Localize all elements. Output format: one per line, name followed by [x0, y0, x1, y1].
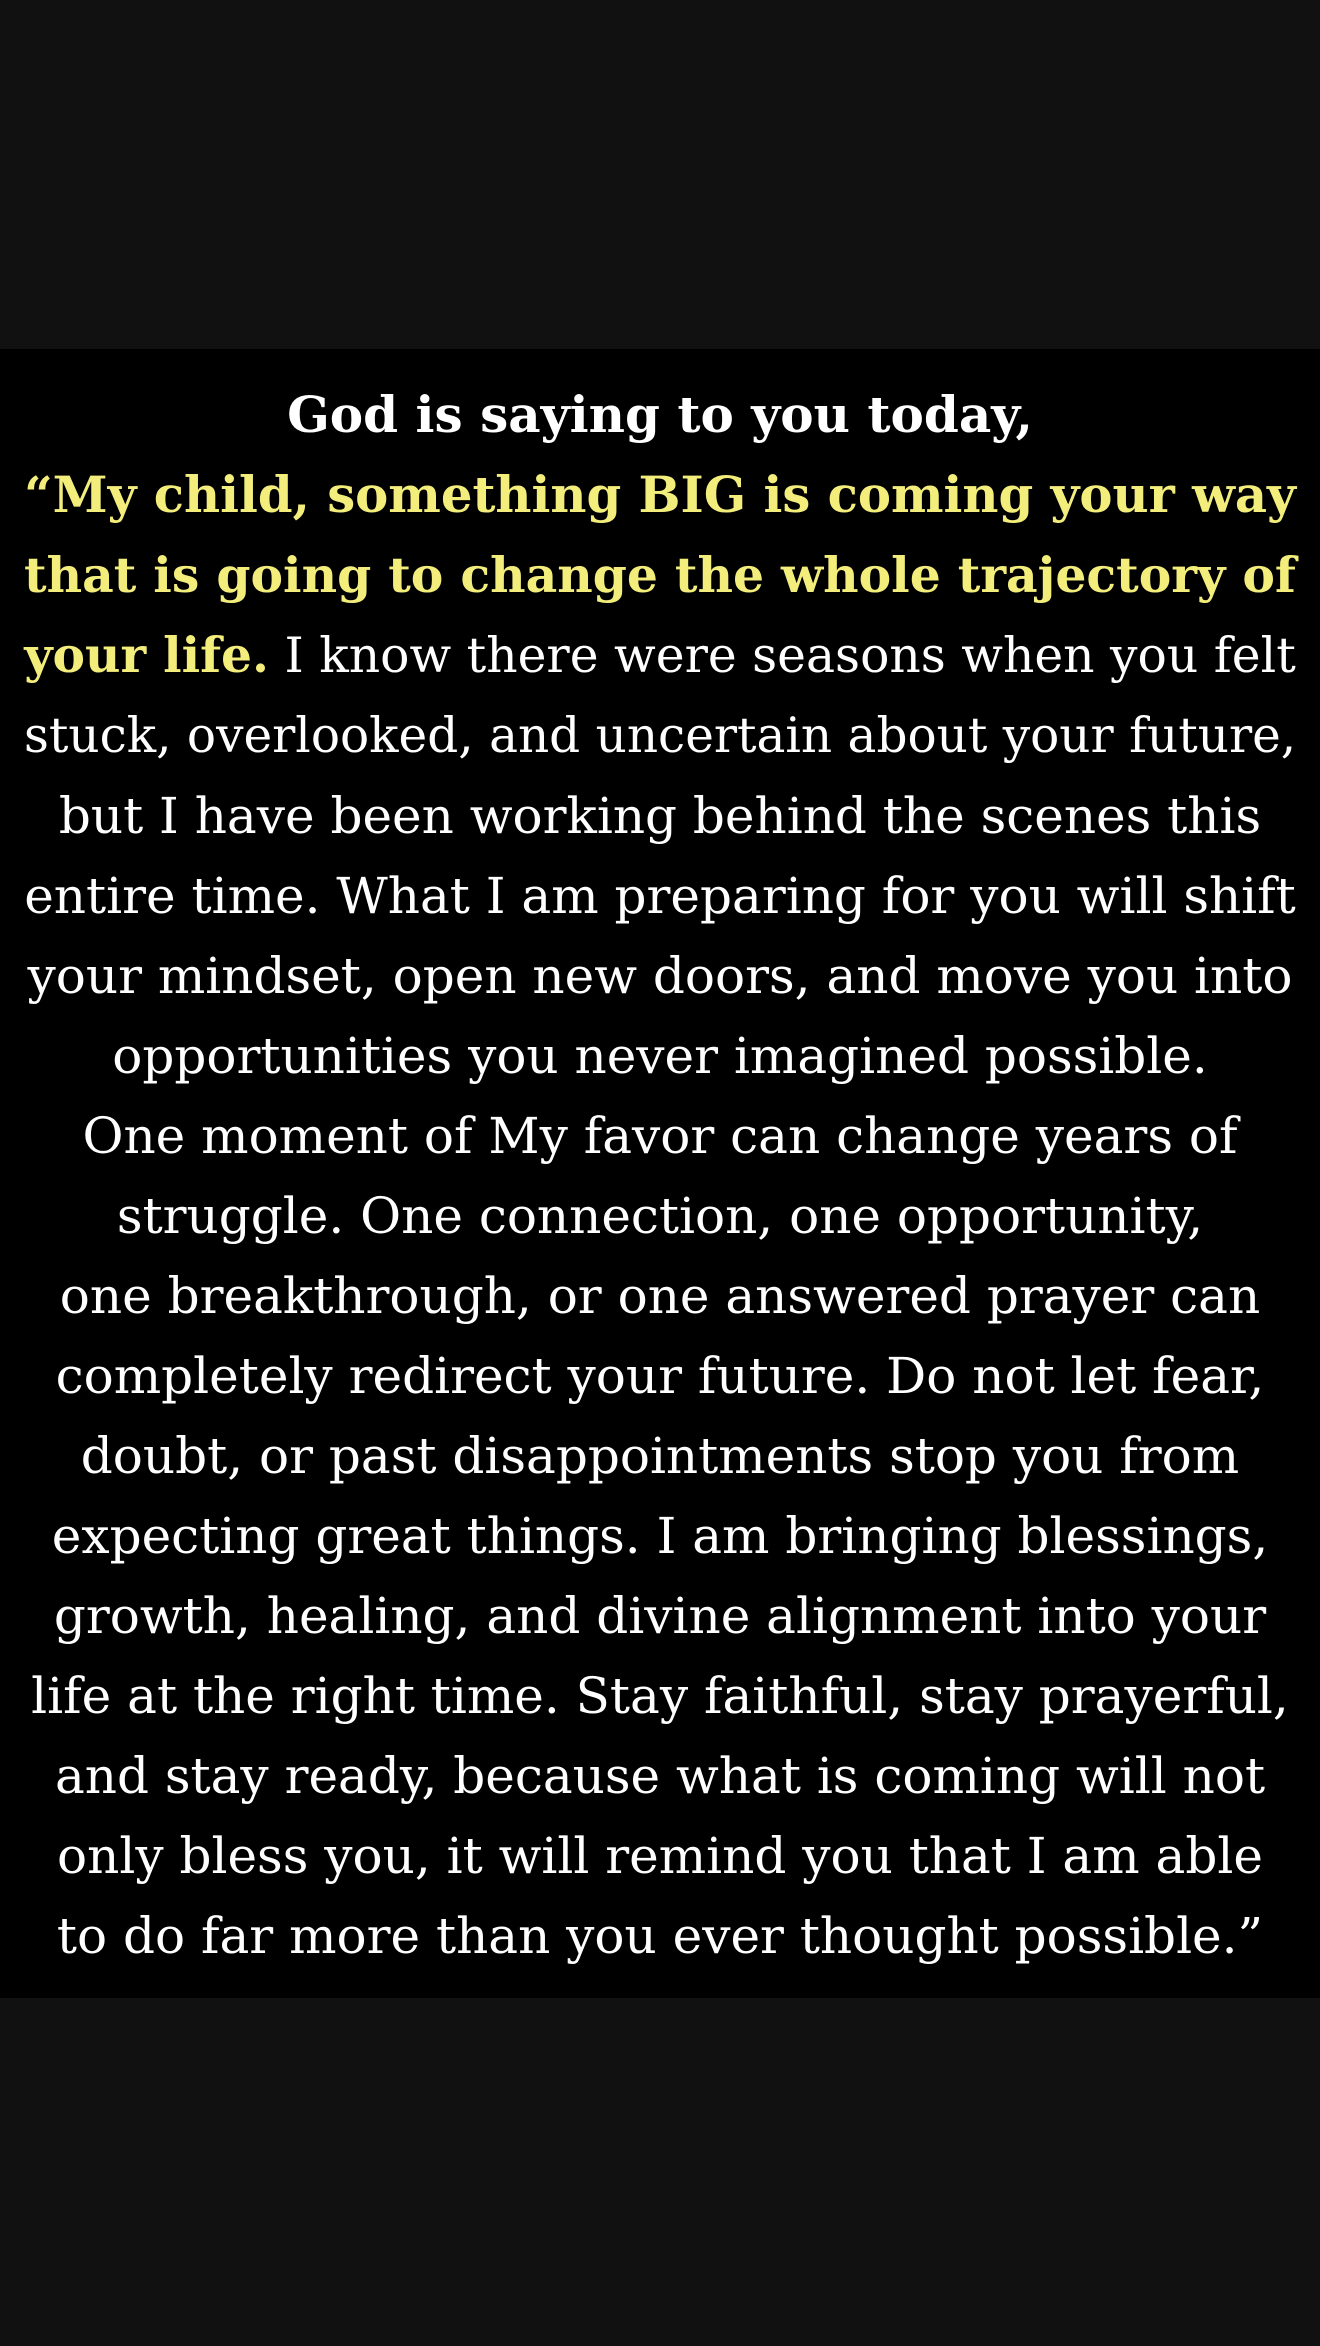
quote-line — [24, 776, 1296, 856]
quote-line — [24, 616, 1296, 696]
highlighted-text: your life. — [24, 627, 270, 684]
quote-line — [24, 1096, 1296, 1176]
quote-line — [24, 1656, 1296, 1736]
quote-segment: opportunities you never imagined possible. — [112, 1027, 1208, 1085]
quote-line — [24, 1576, 1296, 1656]
quote-segment: but I have been working behind the scenes this — [58, 787, 1262, 845]
quote-text — [24, 375, 1296, 1976]
quote-segment: I know there were seasons when you felt — [269, 628, 1296, 684]
quote-line — [24, 375, 1296, 455]
quote-segment: growth, healing, and divine alignment into your — [53, 1587, 1267, 1645]
quote-line — [24, 1416, 1296, 1496]
quote-segment: to do far more than you ever thought possible.” — [56, 1907, 1264, 1965]
quote-segment: struggle. One connection, one opportunity, — [116, 1187, 1204, 1245]
quote-segment: completely redirect your future. Do not let fear, — [55, 1347, 1265, 1405]
quote-segment: stuck, overlooked, and uncertain about your future, — [24, 708, 1297, 764]
quote-line — [24, 1256, 1296, 1336]
quote-segment: expecting great things. I am bringing blessings, — [51, 1507, 1269, 1565]
quote-line — [24, 1176, 1296, 1256]
quote-line — [24, 455, 1296, 535]
quote-segment: only bless you, it will remind you that I am able — [57, 1827, 1263, 1885]
quote-line — [24, 1816, 1296, 1896]
quote-segment: your mindset, open new doors, and move you into — [27, 947, 1293, 1005]
quote-segment: entire time. What I am preparing for you will shift — [24, 867, 1296, 925]
quote-line — [24, 1336, 1296, 1416]
quote-segment: life at the right time. Stay faithful, stay prayerful, — [31, 1667, 1289, 1725]
highlighted-text: “My child, something BIG is coming your way — [24, 465, 1296, 524]
bottom-letterbox — [0, 1998, 1320, 2346]
quote-line — [24, 936, 1296, 1016]
quote-line — [24, 696, 1296, 776]
quote-line — [24, 535, 1296, 616]
quote-segment: One moment of My favor can change years of — [82, 1107, 1238, 1165]
quote-line — [24, 856, 1296, 936]
quote-line — [24, 1496, 1296, 1576]
quote-segment: and stay ready, because what is coming will not — [54, 1747, 1266, 1805]
quote-line — [24, 1736, 1296, 1816]
quote-line — [24, 1896, 1296, 1976]
top-letterbox — [0, 0, 1320, 349]
quote-segment: God is saying to you today, — [287, 385, 1033, 444]
quote-line — [24, 1016, 1296, 1096]
quote-segment: doubt, or past disappointments stop you from — [80, 1427, 1240, 1485]
highlighted-text: that is going to change the whole trajectory of — [24, 546, 1296, 604]
quote-segment: one breakthrough, or one answered prayer can — [59, 1267, 1261, 1325]
quote-card — [0, 349, 1320, 1998]
